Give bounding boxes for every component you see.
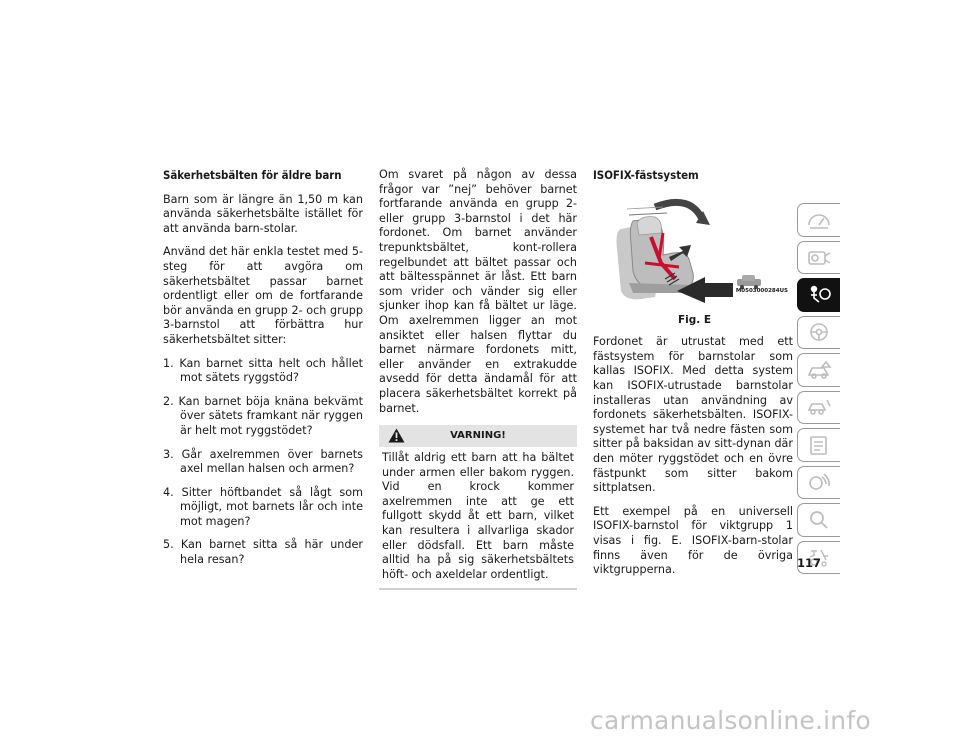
paragraph: Fordonet är utrustat med ett fästsystem för barnstolar som kallas ISOFIX. Med detta system kan ISOFIX-utrustade barnstolar installeras utan användning av fordonets säkerhetsbälten. ISOFIX-systemet har två nedre fästen som sitter på baksidan av sitt-dynan där den möter ryggstödet och en övre fästpunkt som sitter bakom sittplatsen.	[593, 335, 793, 495]
warning-text: Tillåt aldrig ett barn att ha bältet under armen eller bakom ryggen. Vid en krock kommer axelremmen inte att ge ett fullgott skydd åt ett barn, vilket kan resultera i allvarliga skador eller dödsfall. Ett barn måste alltid ha på sig säkerhetsbältets höft- och axeldelar ordentligt.	[379, 447, 577, 590]
section-heading-isofix: ISOFIX-fästsystem	[593, 168, 699, 182]
paragraph: Barn som är längre än 1,50 m kan använda säkerhetsbälte istället för att använda barn-stolar.	[163, 192, 363, 235]
tab-driving[interactable]	[797, 316, 840, 350]
search-magnifier-icon	[806, 509, 832, 531]
paragraph: Använd det här enkla testet med 5-steg för att avgöra om säkerhetsbältet passar barnet ordentligt eller om de fortfarande bör använda en grupp 2- och grupp 3-barnstol att förbättra hur säkerhetsbältet sitter:	[163, 245, 363, 346]
tab-service[interactable]	[797, 391, 840, 425]
list-item: 3. Går axelremmen över barnets axel mellan halsen och armen?	[163, 447, 363, 476]
list-item: 5. Kan barnet sitta så här under hela resan?	[163, 538, 363, 567]
car-service-icon	[806, 396, 832, 418]
figure-isofix	[593, 193, 793, 311]
figure-caption: Fig. E	[678, 313, 712, 326]
multimedia-icon	[806, 471, 832, 493]
middle-column	[379, 168, 577, 590]
chapter-tabs	[797, 203, 841, 578]
list-item: 4. Sitter höftbandet så lågt som möjligt, mot barnets lår och inte mot magen?	[163, 485, 363, 528]
tab-emergency[interactable]	[797, 353, 840, 387]
tab-multimedia[interactable]	[797, 466, 840, 500]
tab-dashboard[interactable]	[797, 203, 840, 237]
airbag-safety-icon	[806, 284, 832, 306]
dashboard-warning-icon	[806, 209, 832, 231]
section-heading-seatbelts: Säkerhetsbälten för äldre barn	[163, 168, 342, 182]
figure-code: M0503000284US	[735, 288, 788, 294]
paragraph: Om svaret på någon av dessa frågor var ”nej” behöver barnet fortfarande använda en grupp 2- eller grupp 3-barnstol i det här fordonet. Om barnet använder trepunktsbältet, kont-rollera regelbundet att bältet passar och att bältesspännet är låst. Ett barn som vrider och vänder sig eller sjunker ihop kan få bältet ur läge. Om axelremmen ligger an mot ansiktet eller halsen flyttar du barnet närmare fordonets mitt, eller använder en extrakudde avsedd för detta ändamål för att placera säkerhetsbältet korrekt på barnet.	[379, 168, 577, 415]
tab-search[interactable]	[797, 503, 840, 537]
tab-safety[interactable]	[797, 278, 840, 312]
warning-box	[379, 425, 577, 590]
watermark: carmanualsonline.info	[590, 706, 871, 735]
emergency-car-icon	[806, 359, 832, 381]
right-column	[593, 168, 793, 587]
checklist-icon	[806, 434, 832, 456]
test-list	[163, 357, 363, 568]
warning-title: VARNING!	[450, 430, 506, 442]
list-item: 2. Kan barnet böja knäna bekvämt över sätets framkant när ryggen är helt mot ryggstödet?	[163, 394, 363, 437]
warning-triangle-icon	[388, 428, 405, 443]
tab-specifications[interactable]	[797, 428, 840, 462]
warning-header	[379, 425, 577, 447]
vehicle-settings-icon	[806, 246, 832, 268]
paragraph: Ett exempel på en universell ISOFIX-barnstol för viktgrupp 1 visas i fig. E. ISOFIX-barn-stolar finns även för de övriga viktgrupperna.	[593, 504, 793, 577]
left-column	[163, 168, 363, 577]
tab-vehicle-settings[interactable]	[797, 241, 840, 275]
steering-wheel-icon	[806, 321, 832, 343]
page-number: 117	[797, 556, 822, 570]
list-item: 1. Kan barnet sitta helt och hållet mot sätets ryggstöd?	[163, 356, 363, 385]
